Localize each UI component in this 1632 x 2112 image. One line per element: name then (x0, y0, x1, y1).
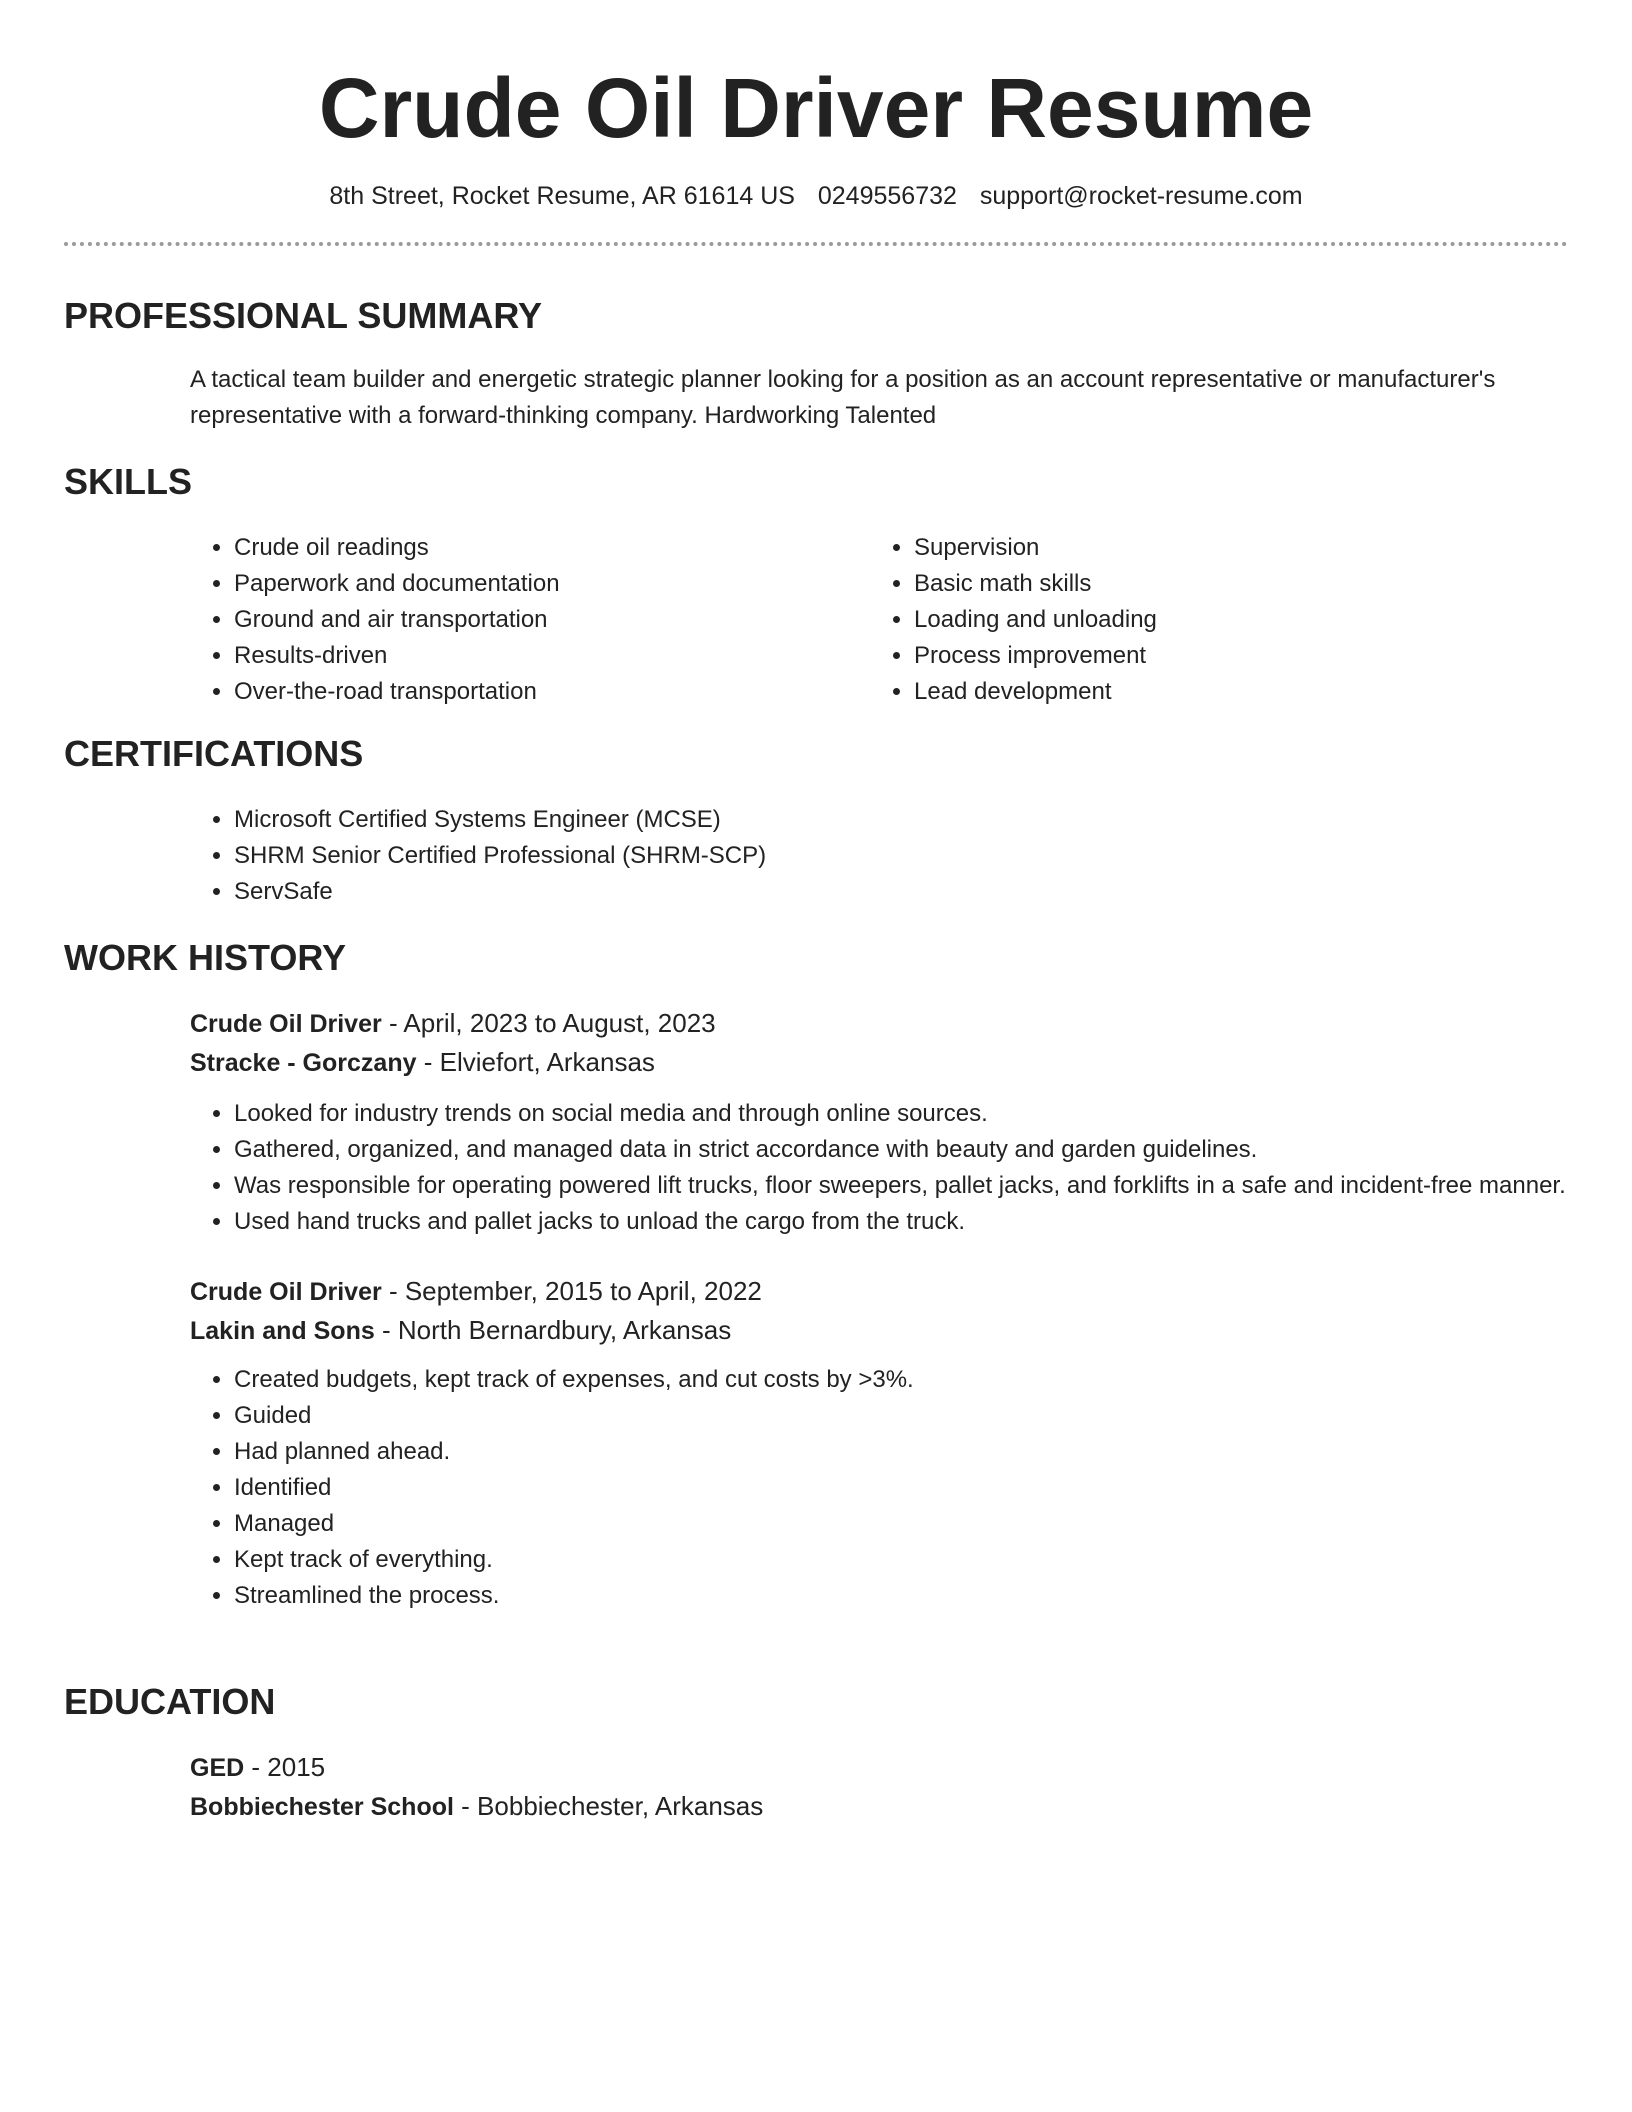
job-company: Lakin and Sons (190, 1317, 375, 1345)
job-title: Crude Oil Driver (190, 1278, 382, 1306)
job-entry (190, 1272, 1568, 1614)
education-school-line (190, 1787, 1568, 1826)
list-item: • Process improvement (914, 638, 1550, 674)
header-divider (64, 242, 1568, 246)
education-section (64, 1680, 1568, 1826)
list-item: • Looked for industry trends on social media and through online sources. (234, 1096, 1568, 1132)
list-item: • Microsoft Certified Systems Engineer (MCSE) (234, 802, 1568, 838)
list-item: • Ground and air transportation (234, 602, 870, 638)
list-item: • Loading and unloading (914, 602, 1550, 638)
education-school: Bobbiechester School (190, 1793, 454, 1821)
list-item: • Lead development (914, 674, 1550, 710)
education-entry (190, 1748, 1568, 1826)
list-item: • Crude oil readings (234, 530, 870, 566)
resume-title: Crude Oil Driver Resume (318, 61, 1314, 155)
education-year: - 2015 (244, 1752, 326, 1782)
list-item: • Basic math skills (914, 566, 1550, 602)
education-degree-line (190, 1748, 1568, 1787)
job-company-line (190, 1311, 1568, 1350)
list-item: • SHRM Senior Certified Professional (SHRM-SCP) (234, 838, 1568, 874)
certifications-heading: CERTIFICATIONS (64, 733, 364, 774)
skills-columns (190, 530, 1568, 710)
job-title: Crude Oil Driver (190, 1010, 382, 1038)
work-history-section (64, 936, 1568, 1614)
list-item: • Was responsible for operating powered lift trucks, floor sweepers, pallet jacks, and forklifts in a safe and incident-free manner. (234, 1168, 1568, 1204)
contact-email: support@rocket-resume.com (979, 182, 1303, 210)
list-item: • Had planned ahead. (234, 1434, 1568, 1470)
list-item: • Supervision (914, 530, 1550, 566)
list-item: • Paperwork and documentation (234, 566, 870, 602)
contact-line (64, 178, 1568, 214)
resume-page (64, 0, 1568, 1821)
list-item: • Kept track of everything. (234, 1542, 1568, 1578)
job-title-line (190, 1272, 1568, 1311)
certifications-list (190, 802, 1568, 910)
list-item: • Created budgets, kept track of expenses, and cut costs by >3%. (234, 1362, 1568, 1398)
skills-column-right (870, 530, 1550, 710)
job-title-line (190, 1004, 1568, 1043)
summary-section (64, 294, 1568, 434)
list-item: • Guided (234, 1398, 1568, 1434)
work-history-heading: WORK HISTORY (64, 937, 347, 978)
summary-text: A tactical team builder and energetic strategic planner looking for a position as an account representative or manufacturer's representative with a forward-thinking company. Hardworking Talented (190, 366, 1496, 429)
list-item: • Used hand trucks and pallet jacks to unload the cargo from the truck. (234, 1204, 1568, 1240)
list-item: • Managed (234, 1506, 1568, 1542)
job-location: - North Bernardbury, Arkansas (374, 1315, 732, 1345)
job-entry (190, 1004, 1568, 1240)
skills-heading: SKILLS (64, 461, 193, 502)
summary-heading: PROFESSIONAL SUMMARY (64, 295, 543, 336)
skills-column-left (190, 530, 870, 710)
job-dates: - April, 2023 to August, 2023 (381, 1008, 716, 1038)
list-item: • Over-the-road transportation (234, 674, 870, 710)
job-company-line (190, 1043, 1568, 1082)
contact-phone: 0249556732 (817, 182, 957, 210)
education-heading: EDUCATION (64, 1681, 276, 1722)
job-company: Stracke - Gorczany (190, 1049, 417, 1077)
contact-address: 8th Street, Rocket Resume, AR 61614 US (329, 182, 795, 210)
job-location: - Elviefort, Arkansas (416, 1047, 655, 1077)
education-location: - Bobbiechester, Arkansas (453, 1791, 764, 1821)
list-item: • ServSafe (234, 874, 1568, 910)
list-item: • Results-driven (234, 638, 870, 674)
list-item: • Streamlined the process. (234, 1578, 1568, 1614)
list-item: • Identified (234, 1470, 1568, 1506)
certifications-section (64, 732, 1568, 910)
education-degree: GED (190, 1754, 245, 1782)
skills-section (64, 460, 1568, 710)
job-dates: - September, 2015 to April, 2022 (381, 1276, 762, 1306)
list-item: • Gathered, organized, and managed data in strict accordance with beauty and garden guidelines. (234, 1132, 1568, 1168)
